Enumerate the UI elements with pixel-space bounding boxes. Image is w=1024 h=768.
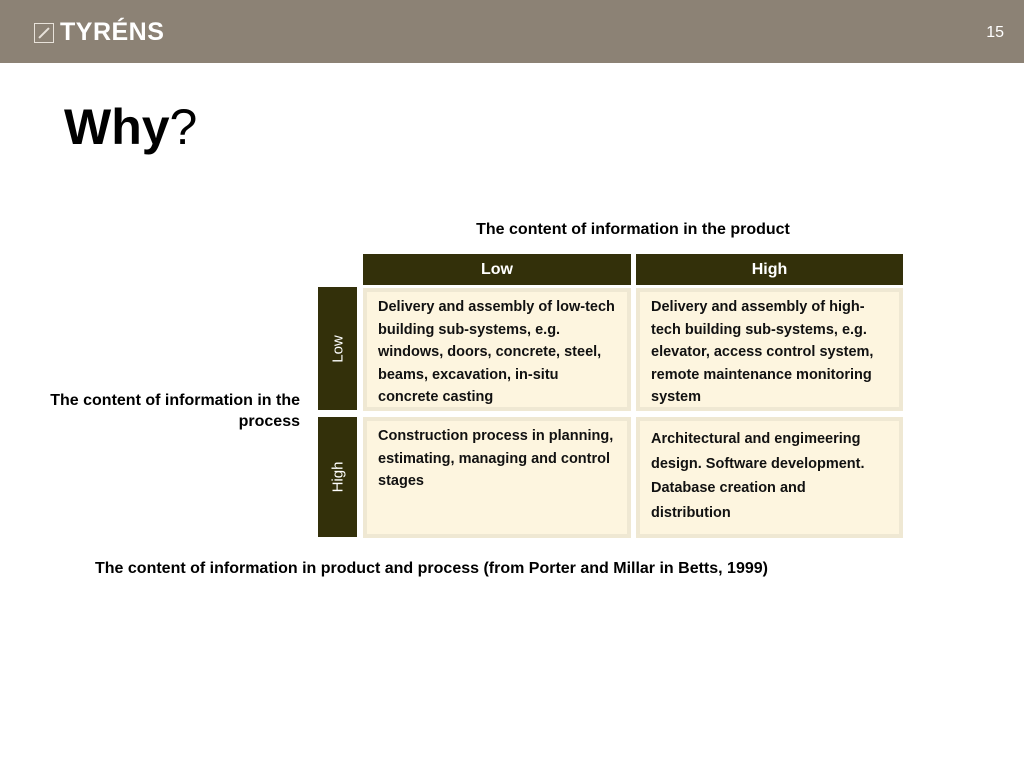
page-number: 15 <box>986 24 1004 41</box>
title-punct: ? <box>169 99 198 155</box>
tyrens-logo <box>34 18 164 47</box>
figure-caption: The content of information in product and process (from Porter and Millar in Betts, 1999) <box>95 560 768 577</box>
column-header-high: High <box>636 254 903 285</box>
row-header-low <box>318 287 357 410</box>
title-text: Why <box>64 99 170 155</box>
logo-text: TYRÉNS <box>60 18 165 46</box>
slide-title <box>64 98 197 156</box>
x-axis-label: The content of information in the product <box>476 221 790 238</box>
cell-high-high: Architectural and engimeering design. Software development. Database creation and distribution <box>636 417 903 538</box>
row-header-high-label: High <box>329 461 346 493</box>
y-axis-label: The content of information in the process <box>50 392 300 430</box>
column-header-low: Low <box>363 254 631 285</box>
cell-high-low: Construction process in planning, estimating, managing and control stages <box>363 417 631 538</box>
cell-low-high: Delivery and assembly of high-tech building sub-systems, e.g. elevator, access control system, remote maintenance monitoring system <box>636 288 903 411</box>
cell-low-low: Delivery and assembly of low-tech building sub-systems, e.g. windows, doors, concrete, steel, beams, excavation, in-situ concrete casting <box>363 288 631 411</box>
row-header-low-label: Low <box>329 334 346 363</box>
row-header-high <box>318 417 357 537</box>
header-bar <box>0 0 1024 63</box>
logo-icon <box>34 23 54 43</box>
